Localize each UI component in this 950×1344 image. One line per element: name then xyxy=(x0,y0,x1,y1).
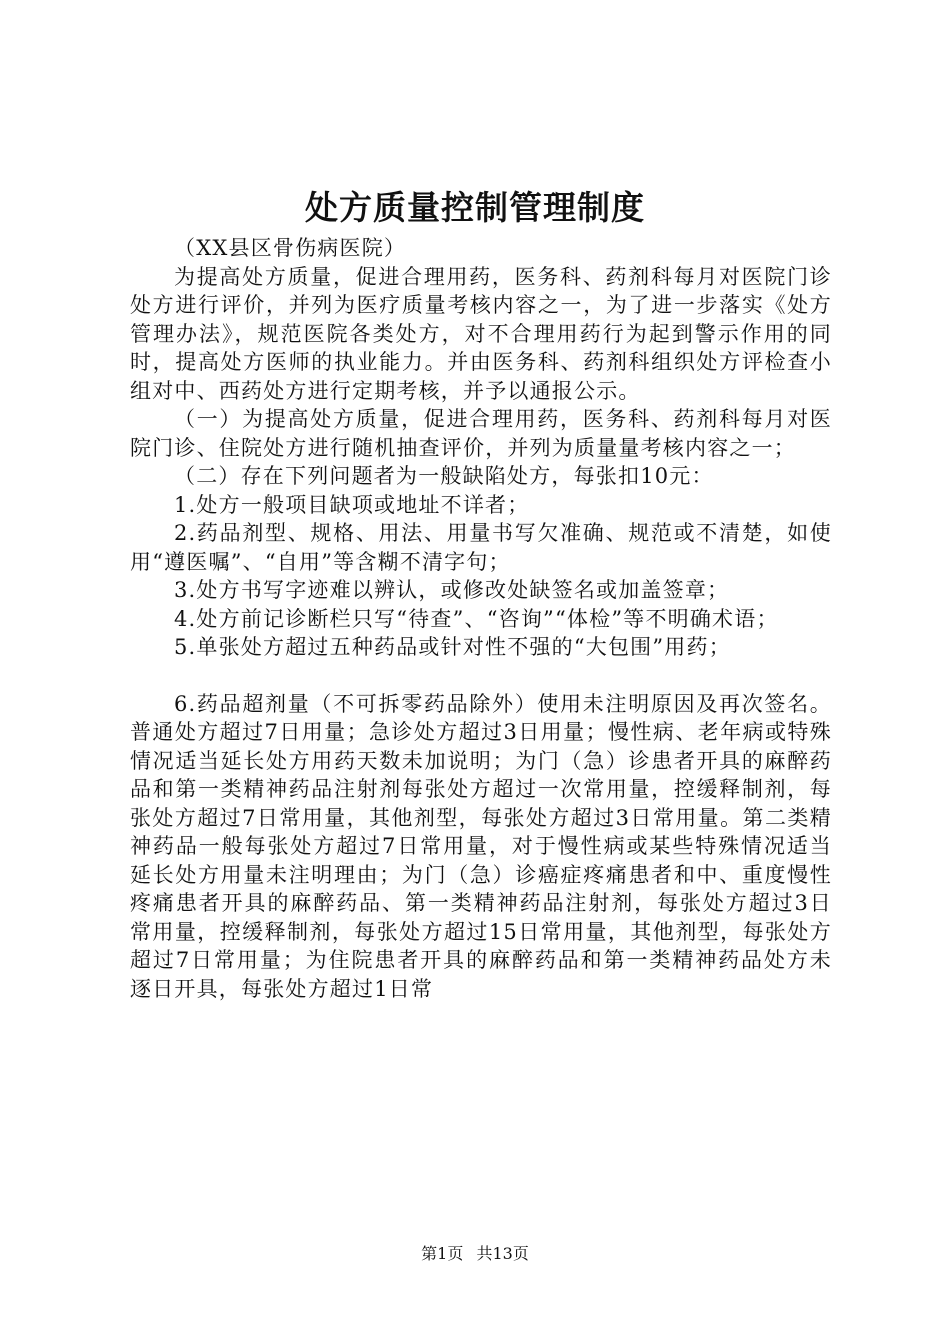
section-two-heading: （二）存在下列问题者为一般缺陷处方，每张扣10元： xyxy=(174,464,714,488)
list-item-6: 6.药品超剂量（不可拆零药品除外）使用未注明原因及再次签名。普通处方超过7日用量；急诊处方超过3日用量；慢性病、老年病或特殊情况适当延长处方用药天数未加说明；为门（急）诊患者开具的麻醉药品和第一类精神药品注射剂每张处方超过一次常用量，控缓释制剂，每张处方超过7日常用量，其他剂型，每张处方超过3日常用量。第二类精神药品一般每张处方超过7日常用量，对于慢性病或某些特殊情况适当延长处方用量未注明理由；为门（急）诊癌症疼痛患者和中、重度慢性疼痛患者开具的麻醉药品、第一类精神药品注射剂，每张处方超过3日常用量，控缓释制剂，每张处方超过15日常用量，其他剂型，每张处方超过7日常用量；为住院患者开具的麻醉药品和第一类精神药品处方未逐日开具，每张处方超过1日常 xyxy=(130,691,832,1001)
intro-paragraph: 为提高处方质量，促进合理用药，医务科、药剂科每月对医院门诊处方进行评价，并列为医疗质量考核内容之一，为了进一步落实《处方管理办法》，规范医院各类处方，对不合理用药行为起到警示作用的同时，提高处方医师的执业能力。并由医务科、药剂科组织处方评检查小组对中、西药处方进行定期考核，并予以通报公示。 xyxy=(130,264,832,403)
section-one-paragraph: （一）为提高处方质量，促进合理用药，医务科、药剂科每月对医院门诊、住院处方进行随机抽查评价，并列为质量量考核内容之一； xyxy=(130,407,832,460)
total-pages: 共13页 xyxy=(476,1244,529,1263)
list-item-5: 5.单张处方超过五种药品或针对性不强的“大包围”用药； xyxy=(174,635,731,659)
page-footer xyxy=(0,1244,950,1264)
document-body xyxy=(130,234,832,1003)
hospital-name: （XX县区骨伤病医院） xyxy=(174,236,407,260)
list-item-2: 2.药品剂型、规格、用法、用量书写欠准确、规范或不清楚，如使用“遵医嘱”、“自用”等含糊不清字句； xyxy=(130,521,832,574)
list-item-4: 4.处方前记诊断栏只写“待查”、“咨询”“体检”等不明确术语； xyxy=(174,606,779,631)
list-item-1: 1.处方一般项目缺项或地址不详者； xyxy=(174,492,530,517)
document-title: 处方质量控制管理制度 xyxy=(305,188,645,227)
page-number: 第1页 xyxy=(421,1244,464,1263)
list-item-3: 3.处方书写字迹难以辨认，或修改处缺签名或加盖签章； xyxy=(174,578,730,602)
